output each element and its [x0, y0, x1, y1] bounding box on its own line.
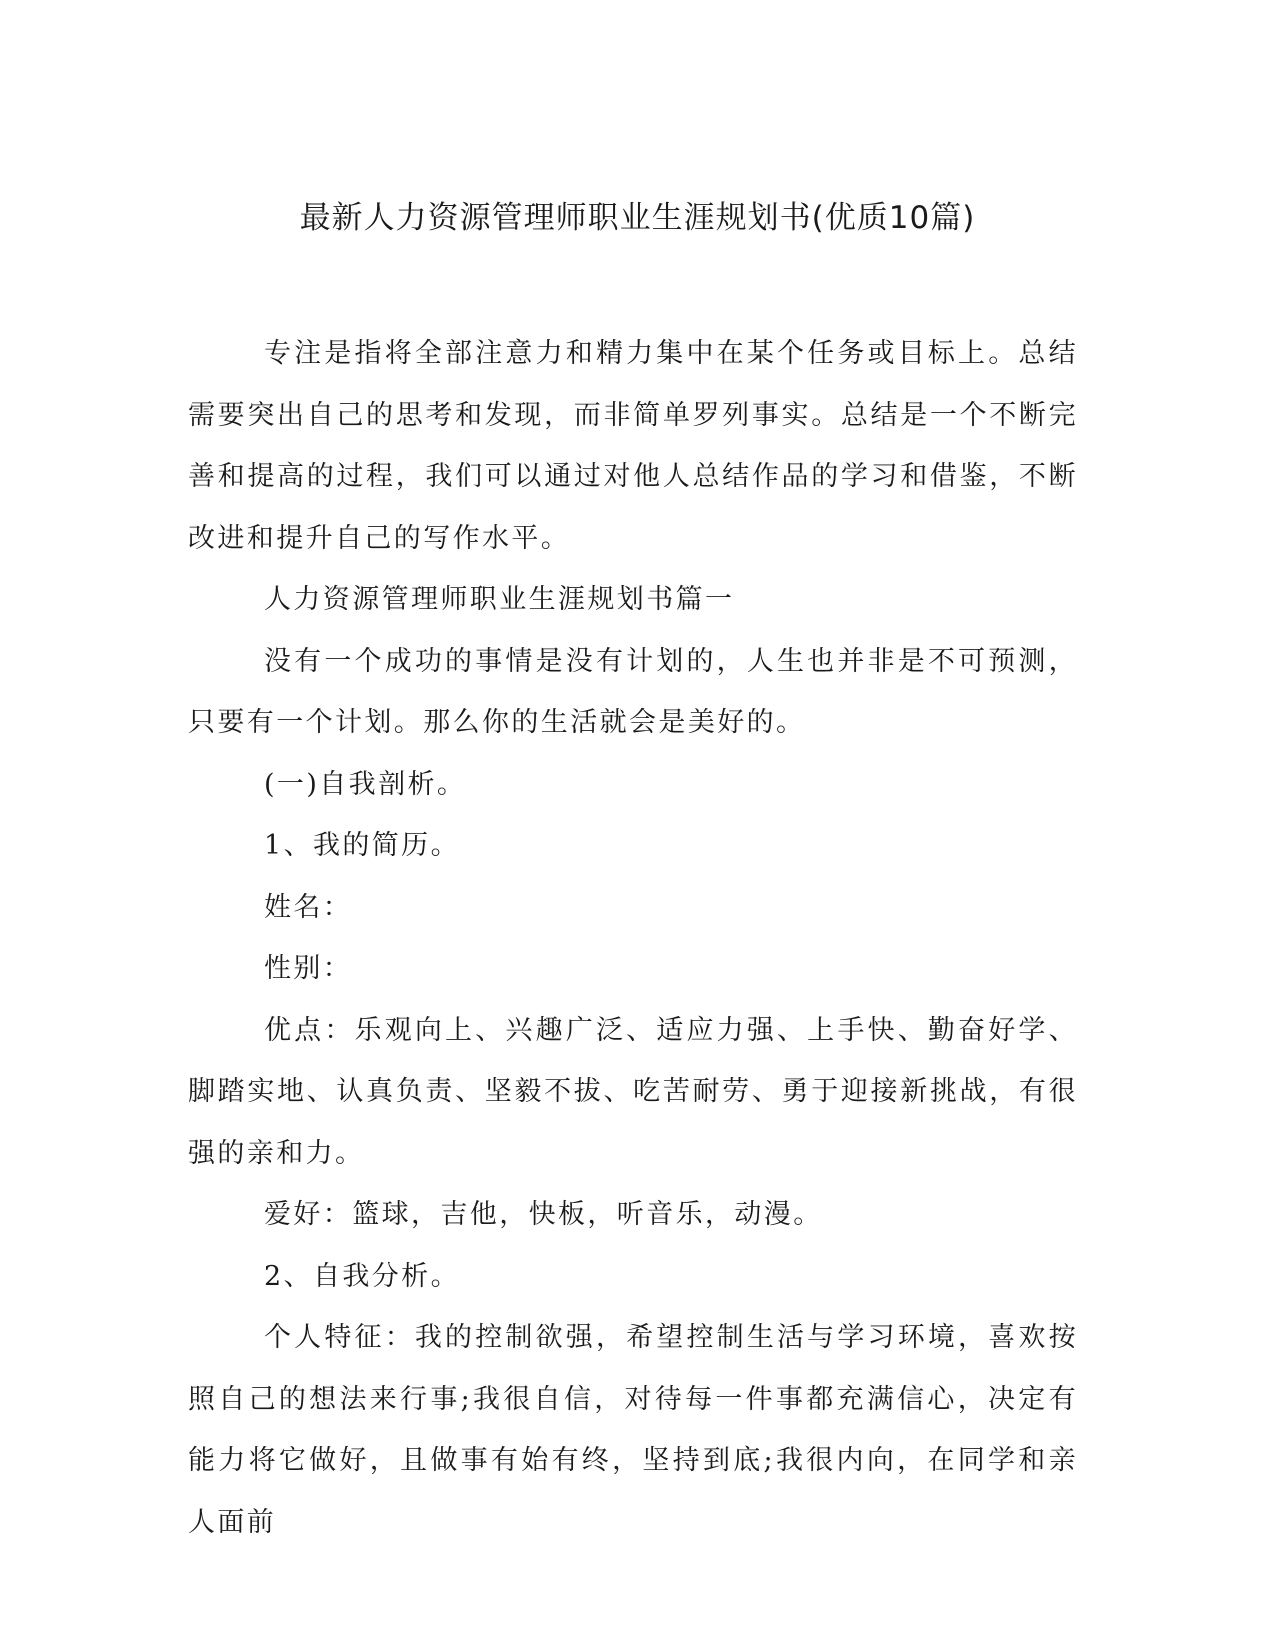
section-heading: 人力资源管理师职业生涯规划书篇一 — [264, 584, 735, 615]
document-body — [188, 323, 1078, 1553]
list-item-heading: 2、自我分析。 — [264, 1260, 460, 1292]
field-hobbies: 爱好：篮球，吉他，快板，听音乐，动漫。 — [264, 1199, 823, 1230]
list-item-heading: 1、我的简历。 — [264, 830, 460, 861]
field-name: 姓名： — [264, 891, 353, 923]
subsection-heading: (一)自我剖析。 — [264, 768, 467, 800]
field-strengths: 优点：乐观向上、兴趣广泛、适应力强、上手快、勤奋好学、脚踏实地、认真负责、坚毅不拔、吃苦耐劳、勇于迎接新挑战，有很强的亲和力。 — [188, 1014, 1078, 1169]
document-title: 最新人力资源管理师职业生涯规划书(优质10篇) — [299, 200, 976, 236]
field-gender: 性别： — [264, 953, 353, 984]
paragraph: 没有一个成功的事情是没有计划的，人生也并非是不可预测，只要有一个计划。那么你的生活就会是美好的。 — [188, 645, 1078, 738]
paragraph-intro: 专注是指将全部注意力和精力集中在某个任务或目标上。总结需要突出自己的思考和发现，而非简单罗列事实。总结是一个不断完善和提高的过程，我们可以通过对他人总结作品的学习和借鉴，不断改进和提升自己的写作水平。 — [188, 338, 1078, 554]
paragraph-personal-traits: 个人特征：我的控制欲强，希望控制生活与学习环境，喜欢按照自己的想法来行事;我很自信，对待每一件事都充满信心，决定有能力将它做好，且做事有始有终，坚持到底;我很内向，在同学和亲人面前 — [188, 1322, 1078, 1538]
